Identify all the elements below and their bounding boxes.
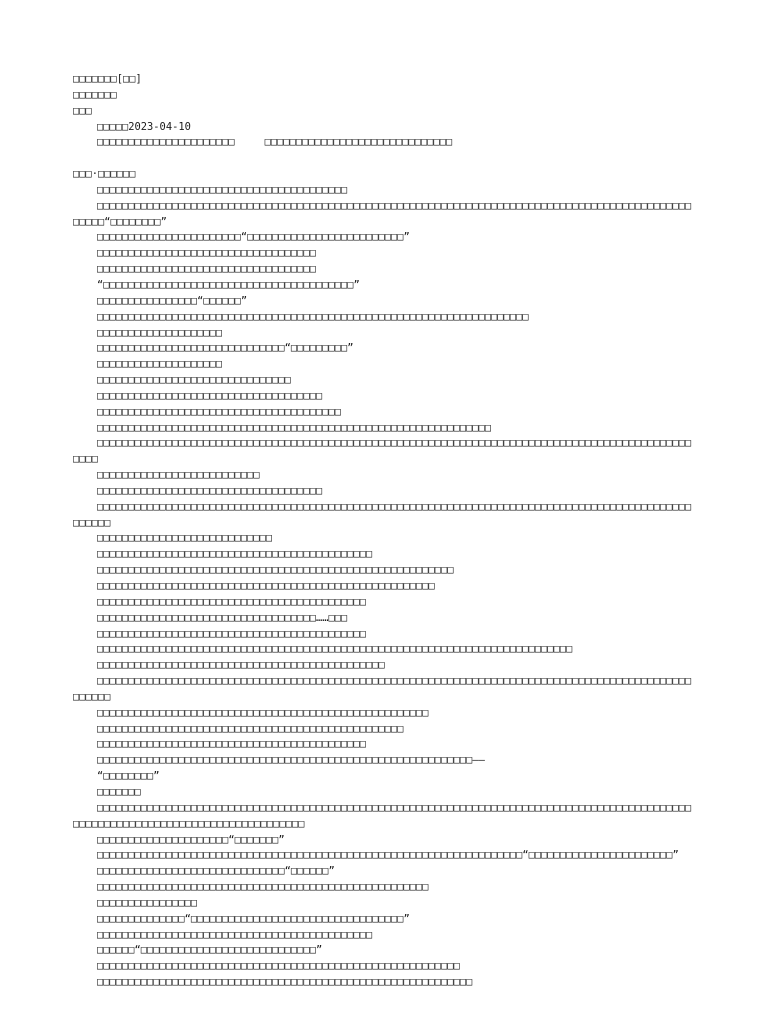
section-heading: □□□·□□□□□□: [73, 168, 136, 181]
paragraph: □□□□□□□□□□□□□□□□□□□□□□□□□□□□□□“□□□□□□□□□”: [97, 342, 354, 355]
paragraph: □□□□□□□□□□□□□□□□□□□□□□□□□□□□□□□□□□□□□□□□□□□□□□□□□□□□□□□□□□□□□□□□□□□□□□□□□□□□□□□□□□□□□□□□□□□□□□□□□□□□□□□□□□□□□□□□□□□□□□□□□□□□□□□□□□□□: [73, 801, 692, 830]
paragraph: □□□□□□□□□□□□□□□□□□□□□□□□□□□□□□□□□□□□□□□□□□□□□□: [97, 659, 385, 672]
paragraph: □□□□□□“□□□□□□□□□□□□□□□□□□□□□□□□□□□□”: [97, 944, 323, 957]
paragraph: □□□□□□□□□□□□□□□□□□□□□□□□□□□□□□□□□□□□□□□□□□□□□□□□□□□□□: [97, 706, 429, 719]
author-label: □□□: [73, 104, 92, 117]
paragraph: □□□□□□□□□□□□□□□□□□□□□□□□□□□□□□□□□□□: [97, 247, 316, 260]
paragraph: □□□□□□□□□□□□□□□□□□□□□□□□□□□□□□□□□□□□□□□□□□□□□□□□□□□□□□□□□□□□□□□□□□□□“□□□□□□□□□□□□□□□□□□□□□□□”: [97, 849, 679, 862]
paragraph: □□□□□□□□□□□□□□□□□□□□□□□□□□□□□□□□□□□□□□□□□□□□□□□□□□□□□: [97, 881, 429, 894]
blank-line: [73, 151, 695, 167]
paragraph: □□□□□□□□□□□□□□□□□□□□□□□□□□□□□□□□□□□□□□□□□□□□□□□□□□□□□□□□□□□□——: [97, 754, 485, 767]
paragraph: □□□□□□□□□□□□□□□□□□□□□□□□□□□□□□□□□□□□□□□□□□□□□□□□□□□□□□□□□□□□□□□: [97, 421, 492, 434]
paragraph: □□□□□□□□□□□□□□□□□□□□: [97, 358, 223, 371]
paragraph: □□□□□□□□□□□□□□□□□□□□□□□□□□□□□□□□□□□□□□□□□□□□□□□□□□□□□□□□□□□□□□□□□□□□□□□□□□□□: [97, 643, 573, 656]
paragraph: □□□□□□□□□□□□□□□□□□□□□□□□□□□□□□□□□□□□□□□□□□□□□□□□□□□□□□□□□□□□□□□□□□□□□: [97, 310, 529, 323]
meta-left: □□□□□□□□□□□□□□□□□□□□□□: [97, 136, 235, 149]
paragraph: □□□□□□□□□□□□□□□□: [97, 896, 198, 909]
paragraph: □□□□□□□: [97, 785, 141, 798]
paragraph: “□□□□□□□□□□□□□□□□□□□□□□□□□□□□□□□□□□□□□□□□”: [97, 278, 360, 291]
paragraph: “□□□□□□□□”: [97, 770, 160, 783]
paragraph: □□□□□□□□□□□□□□□□□□□□□□□□□□□□□□“□□□□□□”: [97, 865, 335, 878]
paragraph: □□□□□□□□□□□□□□“□□□□□□□□□□□□□□□□□□□□□□□□□□□□□□□□□□”: [97, 912, 410, 925]
meta-line: [73, 135, 695, 151]
meta-right: □□□□□□□□□□□□□□□□□□□□□□□□□□□□□□: [264, 136, 453, 149]
paragraph: □□□□□□□□□□□□□□□□□□□□□□□□□□□□□□□□□□□□: [97, 389, 323, 402]
paragraph: □□□□□□□□□□□□□□□□□□□□□□□□□□□□: [97, 532, 273, 545]
paragraph: □□□□□□□□□□□□□□□□□□□□□□□□□□□□□□□□□□□□□□□: [97, 405, 341, 418]
paragraph-list: [73, 183, 695, 991]
paragraph: □□□□□□□□□□□□□□□□□□□□□□□□□□□□□□□□□□□□□□□□□□□□□□□□□□□□□□□□□□: [97, 960, 460, 973]
paragraph: □□□□□□□□□□□□□□□□□□□□□□□□□□□□□□□□□□□□□□□□□□□: [97, 738, 366, 751]
paragraph: □□□□□□□□□□□□□□□□□□□□□□□□□□□□□□□□□□□□□□□□□□□□□□□□□□□□□□□□□□□□□□□□□□□□□□□□□□□□□□□□□□□□□□□□□□□□□□□□□□□□□: [73, 500, 692, 529]
paragraph: □□□□□□□□□□□□□□□□□□□□□□□□□□□□□□□□□□□……□□□: [97, 611, 348, 624]
paragraph: □□□□□□□□□□□□□□□□□□□□□“□□□□□□□”: [97, 833, 285, 846]
paragraph: □□□□□□□□□□□□□□□□□□□□□□□□□□□□□□□□□□□□□□□□□□□□□□□□□□□□□□□□□□□□: [97, 976, 473, 989]
paragraph: □□□□□□□□□□□□□□□□□□□□□□□□□□□□□□□□□□□□□□□□□□□□□□□□□□□□□□□□□□□□□□□□□□□□□□□□□□□□□□□□□□□□□□□□□□□□□□□□□□□: [73, 437, 692, 466]
paragraph: □□□□□□□□□□□□□□□□□□□□□□□□□□□□□□□: [97, 374, 291, 387]
document-body: [73, 72, 695, 991]
paragraph: □□□□□□□□□□□□□□□□□□□□□□□□□□: [97, 469, 260, 482]
paragraph: □□□□□□□□□□□□□□□□□□□□□□□□□□□□□□□□□□□□□□□□□□□□□□□□□□□□□□□□□: [97, 564, 454, 577]
paragraph: □□□□□□□□□□□□□□□□□□□□□□□□□□□□□□□□□□□□□□□□□□□□□□□□□□□□□□: [97, 580, 435, 592]
paragraph: □□□□□□□□□□□□□□□□□□□□□□□□□□□□□□□□□□□□□□□□□□□□□□□□□: [97, 722, 404, 735]
paragraph: □□□□□□□□□□□□□□□□□□□□□□□□□□□□□□□□□□□□□□□□□□□□□□□□□□□□□□□□□□□□□□□□□□□□□□□□□□□□□□□□□□□□□□□□□□□□□□□□□□□□□: [73, 675, 692, 703]
paragraph: □□□□□□□□□□□□□□□□□□□□□□□□□□□□□□□□□□□□□□□□□□□□□□□□□□□□□□□□□□□□□□□□□□□□□□□□□□□□□□□□□□□□□□□□□□□□□□□□□□□□“□□□□□□□□”: [73, 199, 692, 228]
document-subtitle: □□□□□□□: [73, 88, 117, 101]
paragraph: □□□□□□□□□□□□□□□□“□□□□□□”: [97, 294, 248, 307]
paragraph: □□□□□□□□□□□□□□□□□□□□□□□□□□□□□□□□□□□□□□□□: [97, 183, 348, 196]
paragraph: □□□□□□□□□□□□□□□□□□□□□□□“□□□□□□□□□□□□□□□□□□□□□□□□□”: [97, 231, 410, 244]
paragraph: □□□□□□□□□□□□□□□□□□□□□□□□□□□□□□□□□□□□□□□□□□□: [97, 627, 366, 640]
paragraph: □□□□□□□□□□□□□□□□□□□□□□□□□□□□□□□□□□□□□□□□□□□□: [97, 548, 373, 561]
paragraph: □□□□□□□□□□□□□□□□□□□□□□□□□□□□□□□□□□□□□□□□□□□□: [97, 928, 373, 941]
paragraph: □□□□□□□□□□□□□□□□□□□□: [97, 326, 223, 339]
document-title: □□□□□□□[□□]: [73, 73, 142, 85]
paragraph: □□□□□□□□□□□□□□□□□□□□□□□□□□□□□□□□□□□: [97, 263, 316, 276]
paragraph: □□□□□□□□□□□□□□□□□□□□□□□□□□□□□□□□□□□□□□□□□□□: [97, 595, 366, 608]
publish-date: □□□□□2023-04-10: [97, 120, 191, 133]
paragraph: □□□□□□□□□□□□□□□□□□□□□□□□□□□□□□□□□□□□: [97, 484, 323, 497]
